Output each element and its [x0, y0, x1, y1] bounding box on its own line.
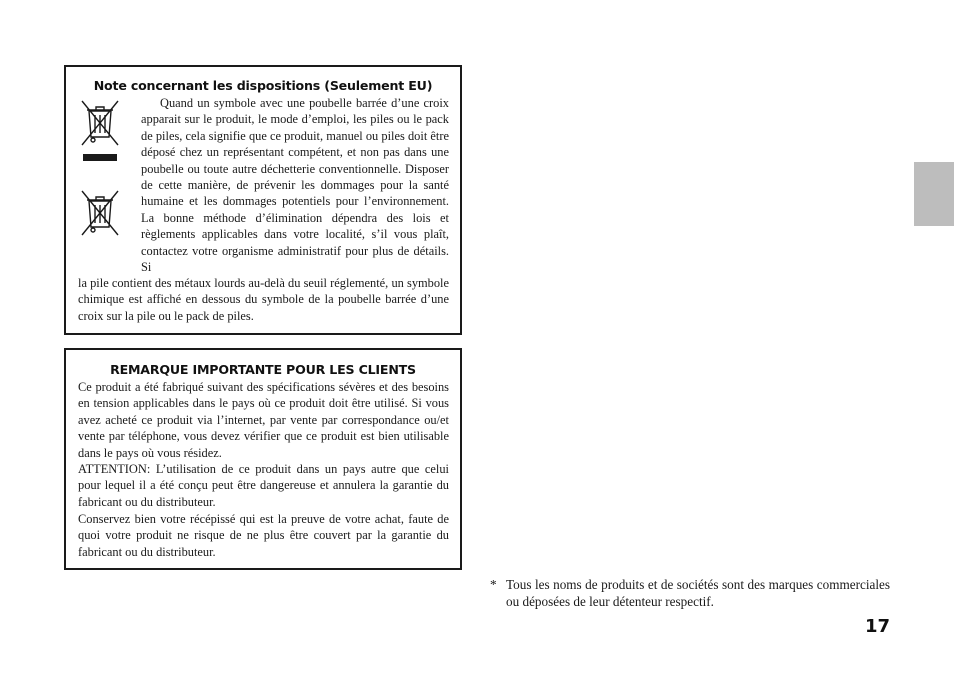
disposal-notice-box	[64, 65, 462, 335]
disposal-notice-title: Note concernant les dispositions (Seulement EU)	[93, 78, 433, 93]
section-tab-marker	[914, 162, 954, 226]
crossed-bin-with-bar-icon	[80, 99, 120, 165]
disposal-notice-text: Quand un symbole avec une poubelle barrée d’une croix apparait sur le produit, le mode d’emploi, les piles ou le pack de piles, cela signifie que ce produit, manuel ou piles doit être déposé chez un représentant compétent, et non pas dans une poubelle ou toute autre déchetterie conventionnelle. Disposer de cette manière, de prévenir les dommages pour la santé humaine et les dommages potentiels pour l’environnement. La bonne méthode d’élimination dépendra des lois et règlements applicables dans votre localité, s’il vous plaît, contactez votre organisme administratif pour plus de détails. Si	[141, 96, 449, 275]
customer-notice-warning: ATTENTION: L’utilisation de ce produit dans un pays autre que celui pour lequel il a été conçu peut être dangereuse et annulera la garantie du fabricant ou du distributeur.	[78, 462, 449, 509]
customer-notice-paragraph: Ce produit a été fabriqué suivant des spécifications sévères et des besoins en tension applicables dans le pays où ce produit doit être utilisé. Si vous avez acheté ce produit via l’internet, par vente par correspondance ou/et vente par téléphone, vous devez vérifier que ce produit est bien utilisable dans le pays où vous résidez.	[78, 380, 449, 460]
page-number: 17	[864, 616, 890, 637]
footnote-marker: *	[490, 577, 497, 592]
customer-notice-receipt: Conservez bien votre récépissé qui est la preuve de votre achat, faute de quoi votre produit ne risque de ne plus être couvert par la garantie du fabricant ou du distributeur.	[78, 512, 449, 559]
disposal-notice-text-continued: la pile contient des métaux lourds au-delà du seuil réglementé, un symbole chimique est affiché en dessous du symbole de la poubelle barrée d’une croix sur la pile ou le pack de piles.	[78, 276, 449, 323]
customer-notice-box	[64, 348, 462, 570]
footnote-text: Tous les noms de produits et de sociétés sont des marques commerciales ou déposées de leur détenteur respectif.	[506, 577, 890, 609]
customer-notice-title: REMARQUE IMPORTANTE POUR LES CLIENTS	[110, 362, 416, 377]
crossed-bin-icon	[80, 189, 120, 237]
